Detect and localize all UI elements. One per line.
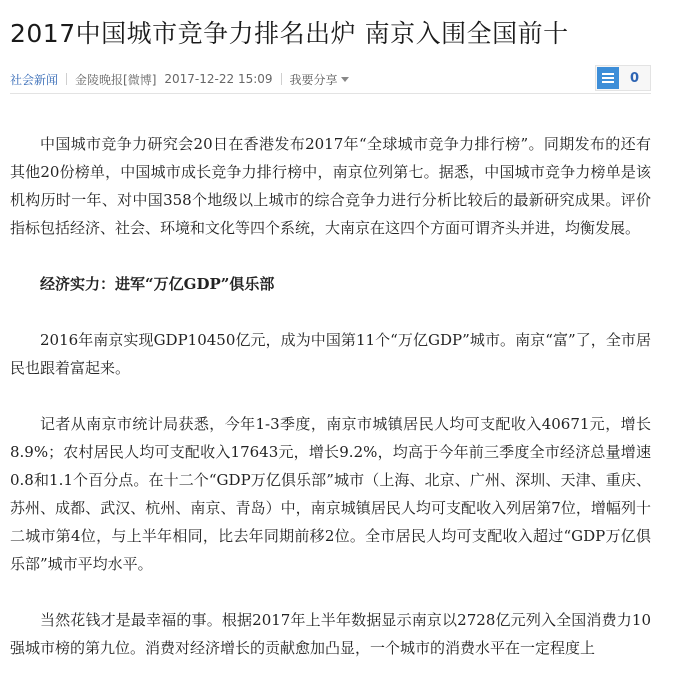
article-meta-bar: [10, 65, 651, 94]
meta-divider: [281, 73, 282, 85]
article-body: [10, 130, 651, 662]
channel-link[interactable]: 社会新闻: [10, 72, 59, 87]
article-title: 2017中国城市竞争力排名出炉 南京入围全国前十: [10, 19, 569, 48]
share-label: 我要分享: [289, 72, 338, 87]
meta-divider: [66, 73, 67, 85]
share-dropdown[interactable]: [290, 71, 349, 88]
chevron-down-icon: [341, 77, 349, 82]
article-paragraph: 当然花钱才是最幸福的事。根据2017年上半年数据显示南京以2728亿元列入全国消费力10强城市榜的第九位。消费对经济增长的贡献愈加凸显，一个城市的消费水平在一定程度上: [10, 611, 651, 657]
comment-button[interactable]: [595, 65, 651, 91]
article-paragraph: 记者从南京市统计局获悉，今年1-3季度，南京市城镇居民人均可支配收入40671元，增长8.9%；农村居民人均可支配收入17643元，增长9.2%，均高于今年前三季度全市经济总量增速0.8和1.1个百分点。在十二个“GDP万亿俱乐部”城市（上海、北京、广州、深圳、天津、重庆、苏州、成都、武汉、杭州、南京、青岛）中，南京城镇居民人均可支配收入列居第7位，增幅列十二城市第4位，与上半年相同，比去年同期前移2位。全市居民人均可支配收入超过“GDP万亿俱乐部”城市平均水平。: [10, 415, 651, 573]
article-paragraph: 中国城市竞争力研究会20日在香港发布2017年“全球城市竞争力排行榜”。同期发布的还有其他20份榜单，中国城市成长竞争力排行榜中，南京位列第七。据悉，中国城市竞争力榜单是该机构历时一年、对中国358个地级以上城市的综合竞争力进行分析比较后的最新研究成果。评价指标包括经济、社会、环境和文化等四个系统，大南京在这四个方面可谓齐头并进，均衡发展。: [10, 135, 651, 237]
section-heading: 经济实力：进军“万亿GDP”俱乐部: [40, 275, 275, 293]
comment-bubble-icon: [597, 67, 619, 89]
comment-count: 0: [629, 70, 640, 86]
article-paragraph: 2016年南京实现GDP10450亿元，成为中国第11个“万亿GDP”城市。南京“富”了，全市居民也跟着富起来。: [10, 331, 651, 377]
publish-time: 2017-12-22 15:09: [164, 72, 273, 86]
source-link[interactable]: 金陵晚报[微博]: [75, 72, 157, 87]
